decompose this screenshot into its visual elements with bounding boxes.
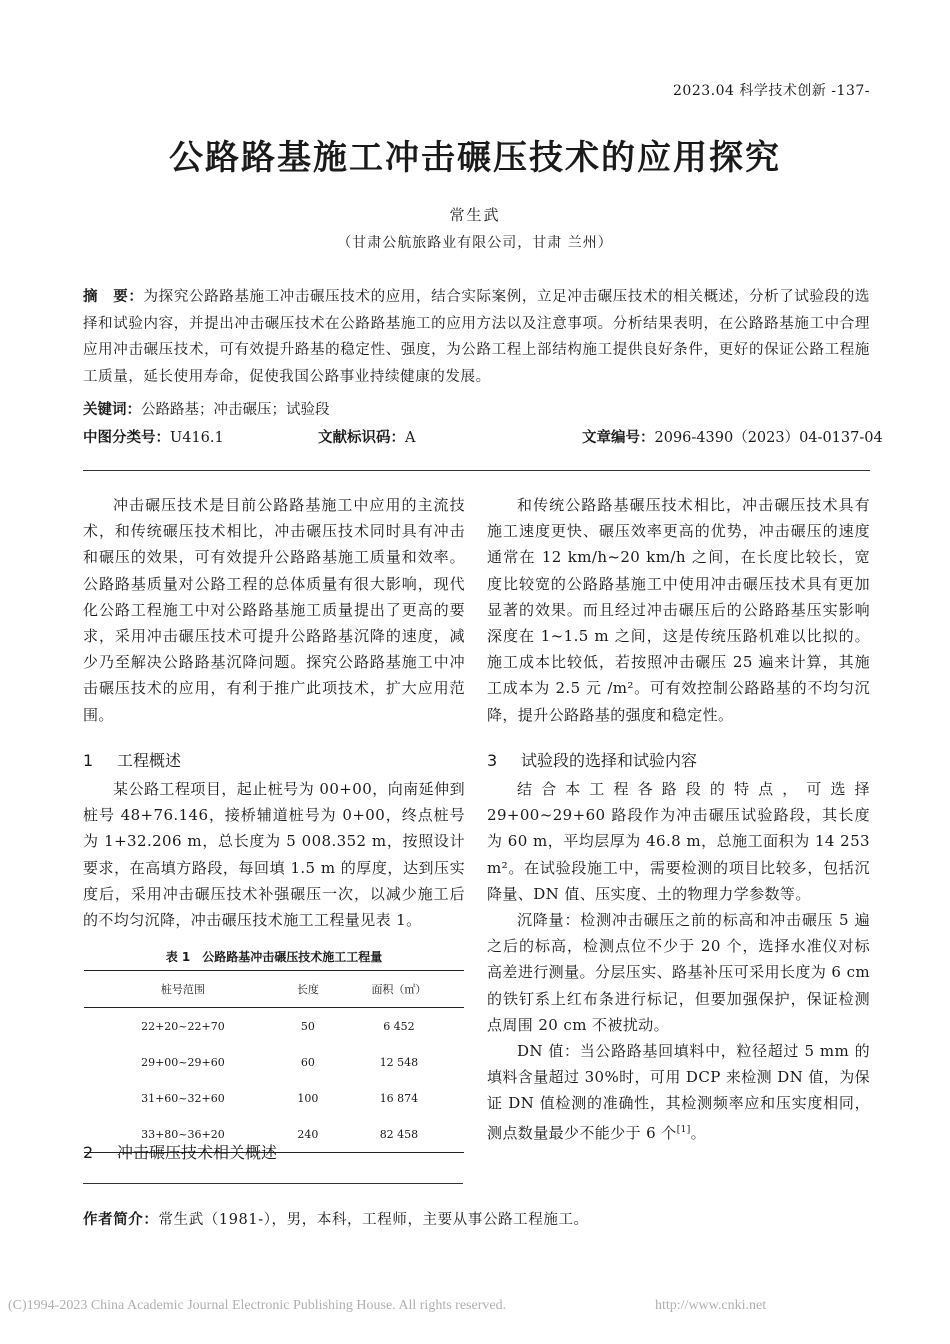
table-cell: 100 [297,1091,319,1105]
footnote-rule [83,1183,463,1184]
left-column [83,492,465,728]
doc-label: 文献标识码： [318,430,405,446]
doc-value: A [405,430,416,446]
running-header: 2023.04 科学技术创新 -137- [673,83,870,99]
table-caption: 表 1 公路路基冲击碾压技术施工工程量 [165,950,383,964]
p4-end: 。 [690,1123,707,1142]
clc-number [83,426,224,447]
table-cell: 31+60~32+60 [141,1091,225,1105]
paper-title: 公路路基施工冲击碾压技术的应用探究 [169,138,781,178]
section-2-title: 冲击碾压技术相关概述 [117,1143,278,1162]
author-name: 常生武 [449,206,501,224]
table-cell: 50 [300,1019,315,1033]
table-cell: 29+00~29+60 [141,1055,225,1069]
abstract-label: 摘 要： [83,289,144,305]
section-2-number: 2 [83,1143,94,1162]
section-1-heading [83,748,181,774]
p4-text: DN 值：当公路路基回填料中，粒径超过 5 mm 的填料含量超过 30%时，可用 DCP 来检测 DN 值，为保证 DN 值检测的准确性，其检测频率应和压实度相同，测点数量最少不能少于 6 个 [487,1042,870,1142]
table-row [84,1080,464,1116]
copyright-text: (C)1994-2023 China Academic Journal Electronic Publishing House. All rights reserved. [8,1298,507,1313]
table-cell: 12 548 [379,1055,419,1069]
clc-value: U416.1 [170,430,224,446]
right-paragraph-1: 和传统公路路基碾压技术相比，冲击碾压技术具有施工速度更快、碾压效率更高的优势，冲击碾压的速度通常在 12 km/h~20 km/h 之间，在长度比较长，宽度比较宽的公路路基施工中使用冲击碾压技术具有更加显著的效果。而且经过冲击碾压后的公路路基压实影响深度在 1~1.5 m 之间，这是传统压路机难以比拟的。施工成本比较低，若按照冲击碾压 25 遍来计算，其施工成本为 2.5 元 /m²。可有效控制公路路基的不均匀沉降，提升公路路基的强度和稳定性。 [487,496,870,724]
right-paragraph-4 [487,1038,870,1146]
clc-label: 中图分类号： [83,430,170,446]
copyright-line [8,1298,948,1314]
author-footnote [83,1208,589,1229]
right-paragraph-3: 沉降量：检测冲击碾压之前的标高和冲击碾压 5 遍之后的标高，检测点位不少于 20 个，选择水准仪对标高差进行测量。分层压实、路基补压可采用长度为 6 cm 的铁钉系上红布条进行标记，但要加强保护，保证检测点周围 20 cm 不被扰动。 [487,911,870,1034]
section-3-number: 3 [487,751,498,770]
abstract-text: 为探究公路路基施工冲击碾压技术的应用，结合实际案例，立足冲击碾压技术的相关概述，分析了试验段的选择和试验内容，并提出冲击碾压技术在公路路基施工的应用方法以及注意事项。分析结果表明，在公路路基施工中合理应用冲击碾压技术，可有效提升路基的稳定性、强度，为公路工程上部结构施工提供良好条件，更好的保证公路工程施工质量，延长使用寿命，促使我国公路事业持续健康的发展。 [83,289,870,385]
table-cell: 240 [297,1127,319,1141]
section-1-number: 1 [83,751,94,770]
table-cell: 6 452 [383,1019,415,1033]
article-label: 文章编号： [582,430,655,446]
section-1-title: 工程概述 [117,751,182,770]
table-cell: 82 458 [379,1127,419,1141]
table-header-cell: 桩号范围 [160,983,205,996]
keywords [83,398,330,419]
table-cell: 60 [300,1055,315,1069]
right-paragraph-2: 结合本工程各路段的特点，可选择 29+00~29+60 路段作为冲击碾压试验路段，其长度为 60 m，平均层厚为 46.8 m，总施工面积为 14 253 m²。在试验段施工中，需要检测的项目比较多，包括沉降量、DN 值、压实度、土的物理力学参数等。 [487,780,870,903]
abstract [83,284,870,390]
table-cell: 33+80~36+20 [141,1127,225,1141]
section-3-heading [487,748,697,774]
article-value: 2096-4390（2023）04-0137-04 [654,430,883,446]
cnki-link[interactable]: http://www.cnki.net [655,1298,767,1313]
author-affiliation: （甘肃公航旅路业有限公司，甘肃 兰州） [337,235,613,251]
keywords-label: 关键词： [83,402,141,418]
section-3-body [487,776,870,1146]
section-2-heading [83,1140,277,1166]
doc-code [318,426,415,447]
footnote-label: 作者简介： [83,1212,159,1228]
table-cell: 16 874 [379,1091,419,1105]
header-rule [83,470,870,471]
keywords-text: 公路路基；冲击碾压；试验段 [141,402,330,418]
table-header-cell: 面积（㎡） [371,983,427,996]
section-3-title: 试验段的选择和试验内容 [521,751,698,770]
table-1-wrapper [84,970,464,1153]
intro-paragraph: 冲击碾压技术是目前公路路基施工中应用的主流技术，和传统碾压技术相比，冲击碾压技术同时具有冲击和碾压的效果，可有效提升公路路基施工质量和效率。公路路基质量对公路工程的总体质量有很大影响，现代化公路工程施工中对公路路基施工质量提出了更高的要求，采用冲击碾压技术可提升公路路基沉降的速度，减少乃至解决公路路基沉降问题。探究公路路基施工中冲击碾压技术的应用，有利于推广此项技术，扩大应用范围。 [83,496,465,724]
section-1-body [83,776,465,933]
section-1-paragraph: 某公路工程项目，起止桩号为 00+00，向南延伸到桩号 48+76.146，接桥辅道桩号为 0+00，终点桩号为 1+32.206 m，总长度为 5 008.352 m，按照设计要求，在高填方路段，每回填 1.5 m 的厚度，达到压实度后，采用冲击碾压技术补强碾压一次，以减少施工后的不均匀沉降，冲击碾压技术施工工程量见表 1。 [83,780,465,930]
citation-ref: [1] [676,1124,691,1135]
table-header-row [84,971,464,1008]
table-1 [84,970,464,1153]
table-cell: 22+20~22+70 [141,1019,225,1033]
table-row [84,1008,464,1045]
footnote-text: 常生武（1981-），男，本科，工程师，主要从事公路工程施工。 [158,1212,589,1228]
article-number [582,426,883,447]
table-header-cell: 长度 [296,983,319,996]
table-row [84,1044,464,1080]
right-column [487,492,870,728]
